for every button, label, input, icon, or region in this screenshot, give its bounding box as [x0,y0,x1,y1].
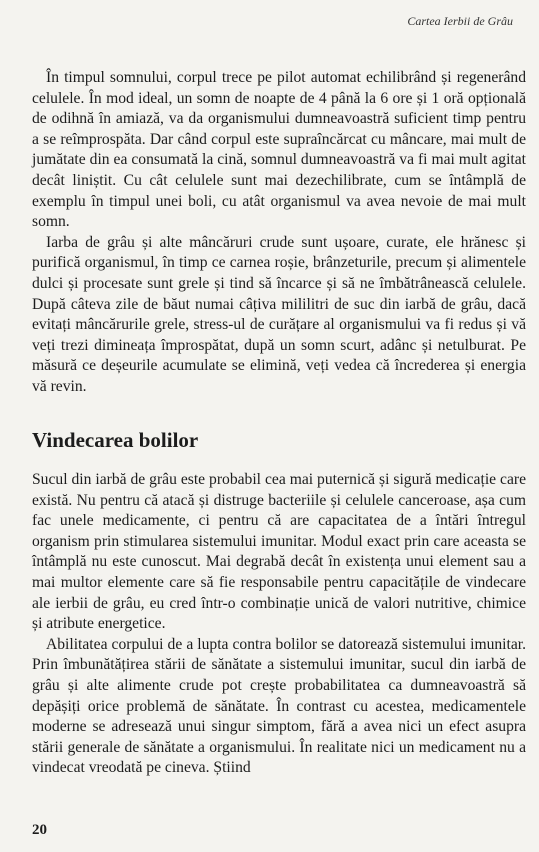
paragraph: Iarba de grâu și alte mâncăruri crude sunt ușoare, curate, ele hrănesc și purifică organismul, în timp ce carnea roșie, brânzeturile, precum și alimentele dulci și procesate sunt grele și tind să încarce și să ne îmbătrânească celulele. După câteva zile de băut numai câțiva mililitri de suc din iarbă de grâu, dacă evitați mâncărurile grele, stress-ul de curățare al organismului va fi redus și vă veți trezi dimineața împrospătat, după un somn scurt, adânc și netulburat. Pe măsură ce deșeurile acumulate se elimină, veți vedea că încrederea și energia vă revin. [32,233,526,395]
paragraph: În timpul somnului, corpul trece pe pilot automat echilibrând și regenerând celulele. În mod ideal, un somn de noapte de 4 până la 6 ore și 1 oră opțională de odihnă în amiază, va da organismului dumneavoastră suficient timp pentru a se reîmprospăta. Dar când corpul este supraîncărcat cu mâncare, mai mult de jumătate din ea consumată la cină, somnul dumneavoastră va fi mai mult agitat decât liniștit. Cu cât celulele sunt mai dezechilibrate, cum se întâmplă de exemplu în timpul unei boli, cu atât organismul va avea nevoie de mai mult somn. [32,69,526,231]
running-head: Cartea Ierbii de Grâu [407,14,513,28]
page-number: 20 [32,822,47,838]
section-heading: Vindecarea bolilor [32,428,199,452]
paragraph: Abilitatea corpului de a lupta contra bolilor se datorează sistemului imunitar. Prin îmbunătățirea stării de sănătate a sistemului imunitar, sucul din iarbă de grâu și alte alimente crude pot crește probabilitatea ca dumneavoastră să depășiți orice problemă de sănătate. În contrast cu acestea, medicamentele moderne se adresează unui singur simptom, fără a avea nici un efect asupra stării generale de sănătate a organismului. În realitate nici un medicament nu a vindecat vreodată pe cineva. Știind [32,635,526,777]
paragraph: Sucul din iarbă de grâu este probabil cea mai puternică și sigură medicație care există. Nu pentru că atacă și distruge bacteriile și celulele canceroase, așa cum fac unele medicamente, ci pentru că are capacitatea de a întări întregul organism prin stimularea sistemului imunitar. Modul exact prin care aceasta se întâmplă nu este cunoscut. Mai degrabă decât în existența unui element sau a mai multor elemente care să fie responsabile pentru capacitățile de vindecare ale ierbii de grâu, eu cred într-o combinație unică de valori nutritive, chimice și atribute energetice. [32,471,526,633]
text-block-healing [32,470,526,779]
text-block-sleep [32,68,526,398]
